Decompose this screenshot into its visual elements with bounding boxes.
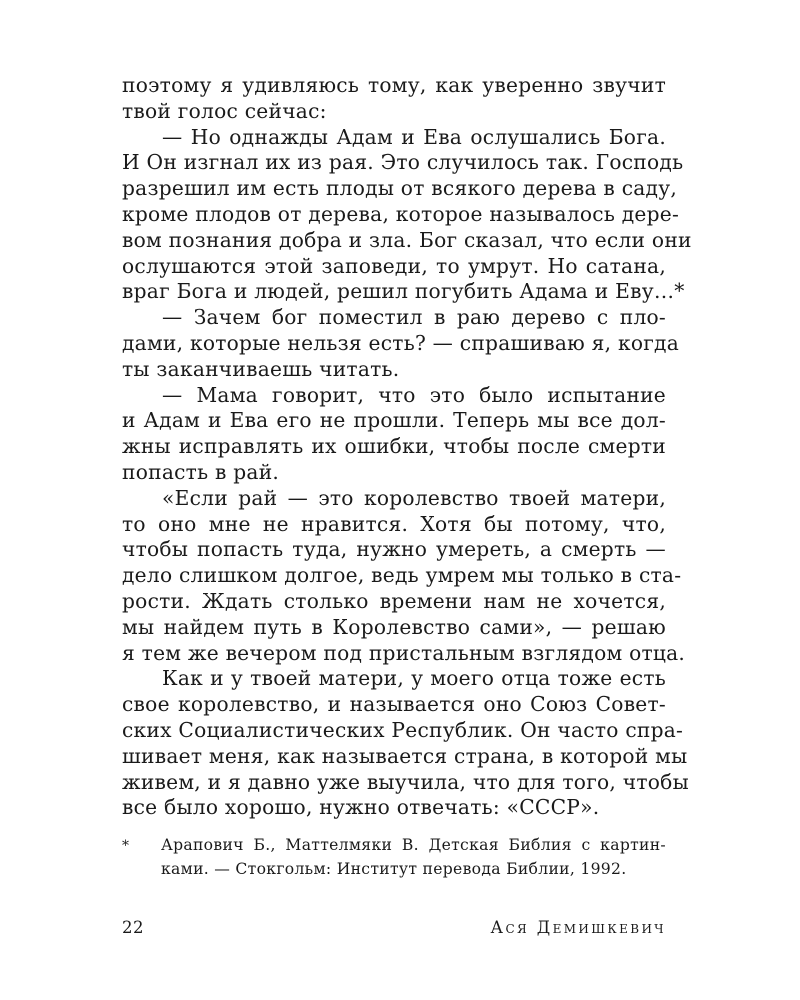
body-text bbox=[122, 73, 692, 821]
body-line: шивает меня, как называется страна, в которой мы bbox=[122, 743, 688, 768]
body-line: твой голос сейчас: bbox=[122, 98, 327, 123]
body-line: разрешил им есть плоды от всякого дерева в саду, bbox=[122, 176, 678, 201]
body-line: — Зачем бог поместил в раю дерево с пло- bbox=[162, 305, 666, 330]
body-line: Как и у твоей матери, у моего отца тоже есть bbox=[162, 666, 666, 691]
body-line: поэтому я удивляюсь тому, как уверенно звучит bbox=[122, 73, 666, 97]
body-line: ских Социалистических Республик. Он часто спра- bbox=[122, 717, 684, 742]
footnote-marker: * bbox=[122, 838, 130, 854]
body-line: дело слишком долгое, ведь умрем мы только в ста- bbox=[122, 563, 682, 588]
page-number: 22 bbox=[122, 918, 144, 937]
body-line: «Если рай — это королевство твоей матери, bbox=[162, 485, 666, 510]
body-line: ослушаются этой заповеди, то умрут. Но сатана, bbox=[122, 253, 666, 278]
body-line: вом познания добра и зла. Бог сказал, что если они bbox=[122, 227, 692, 252]
footnote-line: ками. — Стокгольм: Институт перевода Библии, 1992. bbox=[161, 859, 627, 878]
body-line: враг Бога и людей, решил погубить Адама и Еву…* bbox=[122, 279, 685, 304]
body-line: то оно мне не нравится. Хотя бы потому, что, bbox=[122, 511, 666, 536]
body-line: мы найдем путь в Королевство сами», — решаю bbox=[122, 614, 666, 639]
body-line: чтобы попасть туда, нужно умереть, а смерть — bbox=[122, 537, 666, 562]
body-line: я тем же вечером под пристальным взглядом отца. bbox=[122, 640, 686, 665]
body-line: свое королевство, и называется оно Союз Совет- bbox=[122, 692, 666, 717]
body-line: кроме плодов от дерева, которое называлось дере- bbox=[122, 201, 680, 226]
footnote-line: Арапович Б., Маттелмяки В. Детская Библия с картин- bbox=[161, 836, 666, 854]
body-line: рости. Ждать столько времени нам не хочется, bbox=[122, 588, 666, 613]
body-line: — Мама говорит, что это было испытание bbox=[162, 382, 666, 407]
body-line: — Но однажды Адам и Ева ослушались Бога. bbox=[162, 124, 666, 149]
body-line: все было хорошо, нужно отвечать: «СССР». bbox=[122, 795, 600, 820]
body-line: жны исправлять их ошибки, чтобы после смерти bbox=[122, 434, 666, 459]
body-line: живем, и я давно уже выучила, что для того, чтобы bbox=[122, 769, 689, 794]
body-line: попасть в рай. bbox=[122, 459, 280, 484]
body-line: и Адам и Ева его не прошли. Теперь мы все дол- bbox=[122, 408, 666, 433]
footnote bbox=[122, 834, 666, 881]
running-author: Ася Демишкевич bbox=[490, 918, 666, 937]
body-line: ты заканчиваешь читать. bbox=[122, 356, 400, 381]
body-line: И Он изгнал их из рая. Это случилось так. Господь bbox=[122, 150, 684, 175]
body-line: дами, которые нельзя есть? — спрашиваю я, когда bbox=[122, 330, 680, 355]
